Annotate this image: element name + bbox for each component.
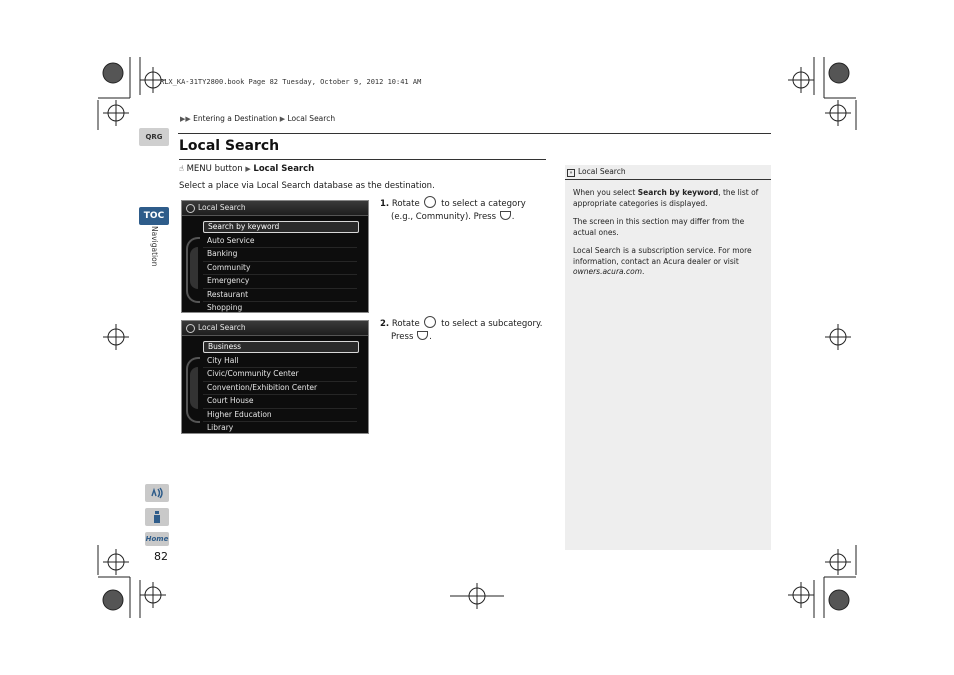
toc-tab[interactable]: TOC bbox=[139, 207, 169, 225]
note-paragraph: The screen in this section may differ from the actual ones. bbox=[573, 217, 745, 237]
title-divider bbox=[179, 159, 546, 160]
compass-icon bbox=[186, 324, 195, 333]
screen-header bbox=[182, 321, 368, 336]
screen-title: Local Search bbox=[198, 323, 246, 332]
step-text: to select a category bbox=[441, 199, 526, 209]
step-text-bold: Community bbox=[415, 211, 465, 222]
note-text: Local Search is a subscription service. For more information, contact an Acura dealer or visit bbox=[573, 246, 752, 266]
step-text: Rotate bbox=[391, 319, 420, 329]
list-item[interactable]: Restaurant bbox=[203, 289, 357, 302]
home-label: Home bbox=[145, 535, 169, 543]
note-text-bold: Search by keyword bbox=[637, 188, 719, 197]
breadcrumb-arrow-icon: ▶ bbox=[279, 115, 286, 123]
menu-path-prefix: MENU button bbox=[186, 164, 243, 174]
list-item[interactable]: Convention/Exhibition Center bbox=[203, 382, 357, 395]
note-paragraph bbox=[573, 188, 763, 209]
menu-path-target: Local Search bbox=[253, 164, 315, 174]
interface-dial-press-icon bbox=[500, 211, 511, 220]
interface-dial-rotate-icon bbox=[424, 316, 436, 328]
page-number: 82 bbox=[154, 550, 168, 563]
sidebar-notes-panel bbox=[565, 165, 771, 550]
qrg-tab[interactable]: QRG bbox=[139, 128, 169, 146]
list-item[interactable]: City Hall bbox=[203, 355, 357, 368]
list-item[interactable]: Court House bbox=[203, 395, 357, 408]
step-text: Rotate bbox=[391, 199, 420, 209]
screen-title: Local Search bbox=[198, 203, 246, 212]
home-icon[interactable] bbox=[145, 532, 169, 546]
section-label: Navigation bbox=[150, 226, 159, 267]
list-item[interactable]: Auto Service bbox=[203, 235, 357, 248]
step-number: 1. bbox=[380, 199, 390, 209]
knob-inner-icon bbox=[190, 247, 198, 289]
category-list bbox=[203, 221, 359, 313]
print-header: RLX_KA-31TY2800.book Page 82 Tuesday, October 9, 2012 10:41 AM bbox=[160, 78, 422, 86]
breadcrumb bbox=[180, 114, 335, 123]
hand-icon: ☝ bbox=[179, 164, 184, 173]
note-text: . bbox=[642, 267, 645, 276]
list-item[interactable]: Business bbox=[203, 341, 359, 353]
menu-path bbox=[179, 164, 314, 174]
screen-category bbox=[181, 200, 369, 313]
note-text: When you select bbox=[573, 188, 636, 197]
subcategory-list bbox=[203, 341, 359, 434]
breadcrumb-item-local-search[interactable]: Local Search bbox=[287, 114, 336, 123]
list-item[interactable]: Community bbox=[203, 262, 357, 275]
list-item[interactable]: Library bbox=[203, 422, 357, 434]
knob-inner-icon bbox=[190, 367, 198, 409]
interface-dial-press-icon bbox=[417, 331, 428, 340]
screen-header bbox=[182, 201, 368, 216]
intro-text: Select a place via Local Search database as the destination. bbox=[179, 181, 435, 191]
list-item[interactable]: Search by keyword bbox=[203, 221, 359, 233]
voice-command-icon[interactable] bbox=[145, 484, 169, 502]
step-text: (e.g., bbox=[391, 211, 414, 222]
list-item[interactable]: Civic/Community Center bbox=[203, 368, 357, 381]
step-1: 1. Rotate to select a category (e.g., Community). Press . bbox=[380, 196, 526, 223]
list-item[interactable]: Higher Education bbox=[203, 409, 357, 422]
screen-subcategory bbox=[181, 320, 369, 434]
interface-dial-rotate-icon bbox=[424, 196, 436, 208]
index-icon[interactable] bbox=[145, 508, 169, 526]
owners-link[interactable]: owners.acura.com bbox=[573, 267, 643, 276]
step-text: to select a subcategory. bbox=[441, 319, 543, 329]
page-title: Local Search bbox=[179, 138, 280, 154]
step-number: 2. bbox=[380, 319, 390, 329]
list-item[interactable]: Shopping bbox=[203, 302, 357, 313]
step-2: 2. Rotate to select a subcategory. Press . bbox=[380, 316, 542, 343]
step-text: ). Press bbox=[464, 211, 497, 222]
breadcrumb-item-entering-destination[interactable]: Entering a Destination bbox=[193, 114, 278, 123]
arrow-right-icon: ▶ bbox=[245, 165, 251, 173]
notes-header bbox=[565, 165, 771, 180]
step-text: Press bbox=[391, 331, 414, 342]
note-paragraph bbox=[573, 246, 763, 278]
notes-title: Local Search bbox=[578, 167, 626, 176]
breadcrumb-arrow-icon: ▶▶ bbox=[180, 115, 191, 123]
list-item[interactable]: Banking bbox=[203, 248, 357, 261]
compass-icon bbox=[186, 204, 195, 213]
list-item[interactable]: Emergency bbox=[203, 275, 357, 288]
note-text: , the list of appropriate categories is displayed. bbox=[573, 188, 759, 208]
note-icon: » bbox=[567, 169, 575, 177]
header-divider bbox=[178, 133, 771, 134]
